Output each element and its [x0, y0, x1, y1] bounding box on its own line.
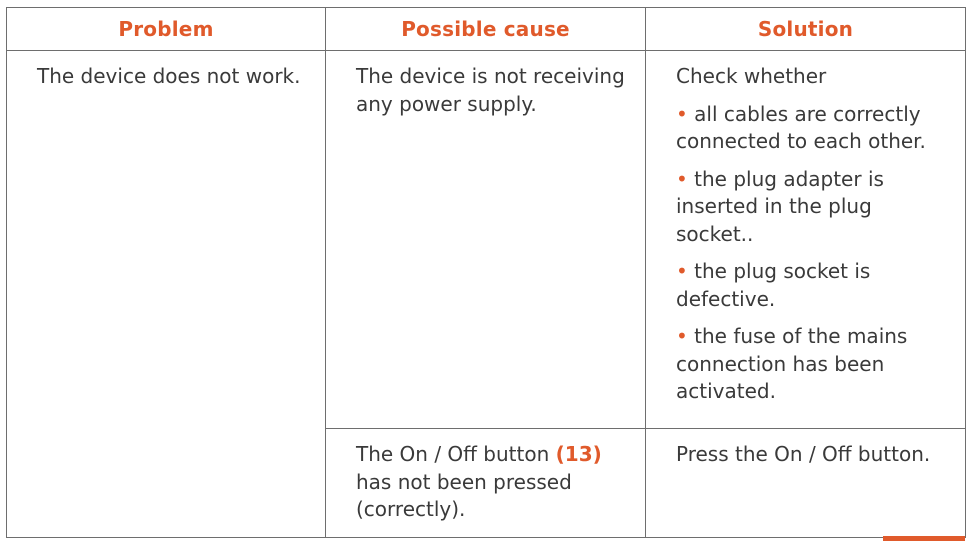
bullet-icon: •	[676, 166, 688, 191]
solution-cell	[646, 429, 966, 538]
problem-cell	[7, 51, 326, 538]
solution-list-item	[676, 166, 951, 249]
cause-cell	[326, 429, 646, 538]
cause-text: The device is not receiving any power supply.	[356, 64, 625, 116]
header-possible-cause: Possible cause	[326, 8, 646, 51]
solution-item-text: the fuse of the mains connection has been activated.	[676, 324, 908, 403]
solution-list-item	[676, 258, 951, 313]
solution-cell	[646, 51, 966, 429]
table-header-row	[7, 8, 966, 51]
solution-list-item	[676, 101, 951, 156]
bullet-icon: •	[676, 101, 688, 126]
cause-text: The On / Off button	[356, 442, 556, 466]
cause-text: has not been pressed (correctly).	[356, 469, 572, 521]
bullet-icon: •	[676, 324, 688, 348]
header-problem: Problem	[7, 8, 326, 51]
solution-item-text: the plug adapter is inserted in the plug socket..	[676, 166, 884, 246]
solution-list-item	[676, 323, 951, 406]
header-solution: Solution	[646, 8, 966, 51]
solution-text: Press the On / Off button.	[676, 442, 931, 466]
cause-cell	[326, 51, 646, 429]
bullet-icon: •	[676, 259, 688, 283]
solution-intro: Check whether	[676, 64, 827, 88]
component-reference: (13)	[555, 442, 602, 466]
troubleshooting-table	[6, 7, 966, 538]
problem-text: The device does not work.	[37, 64, 301, 88]
page-accent-bar	[883, 536, 965, 541]
solution-item-text: the plug socket is defective.	[676, 259, 871, 311]
solution-item-text: all cables are correctly connected to each other.	[676, 101, 926, 153]
table-row	[7, 51, 966, 429]
